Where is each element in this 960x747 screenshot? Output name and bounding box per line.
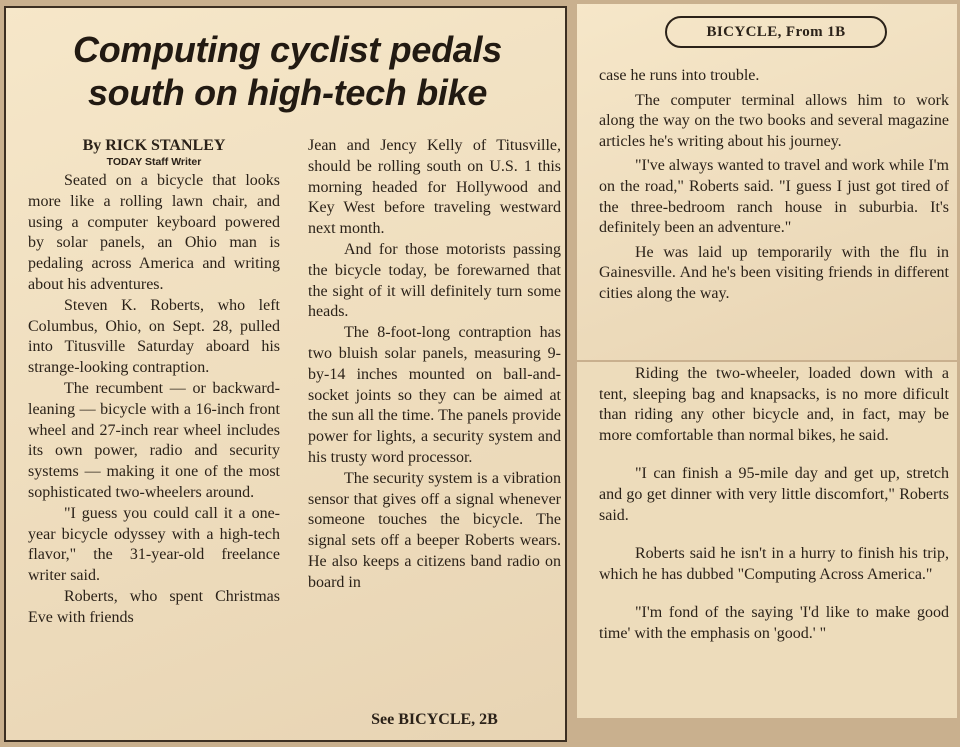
paragraph: "I've always wanted to travel and work while I'm on the road," Roberts said. "I guess I just got tired of the three-bedroom ranch house in suburbia. It's definitely been an adventure." xyxy=(599,157,949,237)
headline-line-2: south on high-tech bike xyxy=(87,72,488,113)
paragraph: Roberts, who spent Christmas Eve with friends xyxy=(28,587,280,626)
paragraph: The security system is a vibration sensor that gives off a signal whenever someone touches the bicycle. The signal sets off a beeper Roberts wears. He also keeps a citizens band radio on board in xyxy=(308,469,561,591)
byline: By RICK STANLEY xyxy=(82,137,226,154)
paragraph: Jean and Jency Kelly of Titusville, should be rolling south on U.S. 1 this morning headed for Hollywood and Key West before traveling westward next month. xyxy=(308,137,561,238)
paragraph: Riding the two-wheeler, loaded down with a tent, sleeping bag and knapsacks, is no more dificult than riding any other bicycle and, in fact, may be more comfortable than normal bikes, he said. xyxy=(599,365,949,444)
byline-title: TODAY Staff Writer xyxy=(106,156,202,168)
paragraph: The 8-foot-long contraption has two bluish solar panels, measuring 9-by-14 inches mounted on ball-and-socket joints so they can be aimed at the sun all the time. The panels provide power for lights, a security system and his trusty word processor. xyxy=(308,324,561,466)
continuation-column-bottom xyxy=(599,364,949,649)
jump-header: BICYCLE, From 1B xyxy=(665,16,887,48)
paragraph: The recumbent — or backward-leaning — bicycle with a 16-inch front wheel and 27-inch rear wheel includes its own power, radio and security systems — making it one of the most sophisticated two-wheelers around. xyxy=(28,379,280,501)
paragraph: "I can finish a 95-mile day and get up, stretch and go get dinner with very little discomfort," Roberts said. xyxy=(599,465,949,524)
continuation-column-top xyxy=(599,66,949,309)
continuation-clipping-bottom xyxy=(577,362,957,718)
paragraph: Steven K. Roberts, who left Columbus, Ohio, on Sept. 28, pulled into Titusville Saturday aboard his strange-looking contraption. xyxy=(28,296,280,377)
paragraph: Roberts said he isn't in a hurry to finish his trip, which he has dubbed "Computing Across America." xyxy=(599,545,949,583)
jump-reference: See BICYCLE, 2B xyxy=(371,711,498,728)
headline-line-1: Computing cyclist pedals xyxy=(73,29,502,70)
paragraph: "I guess you could call it a one-year bicycle odyssey with a high-tech flavor," the 31-year-old freelance writer said. xyxy=(28,504,280,585)
headline xyxy=(16,28,559,114)
paragraph: "I'm fond of the saying 'I'd like to make good time' with the emphasis on 'good.' " xyxy=(599,604,949,642)
paragraph: Seated on a bicycle that looks more like a rolling lawn chair, and using a computer keyboard powered by solar panels, an Ohio man is pedaling across America and writing about his adventures. xyxy=(28,172,280,293)
continuation-clipping-top xyxy=(577,4,957,360)
paragraph: He was laid up temporarily with the flu in Gainesville. And he's been visiting friends in different cities along the way. xyxy=(599,243,949,302)
paragraph: case he runs into trouble. xyxy=(599,67,760,84)
paragraph: And for those motorists passing the bicycle today, be forewarned that the sight of it will definitely turn some heads. xyxy=(308,240,561,321)
article-column-1 xyxy=(28,136,280,629)
paragraph: The computer terminal allows him to work along the way on the two books and several magazine articles he's writing about his journey. xyxy=(599,91,949,150)
article-column-2 xyxy=(308,136,561,594)
article-clipping xyxy=(4,6,567,742)
